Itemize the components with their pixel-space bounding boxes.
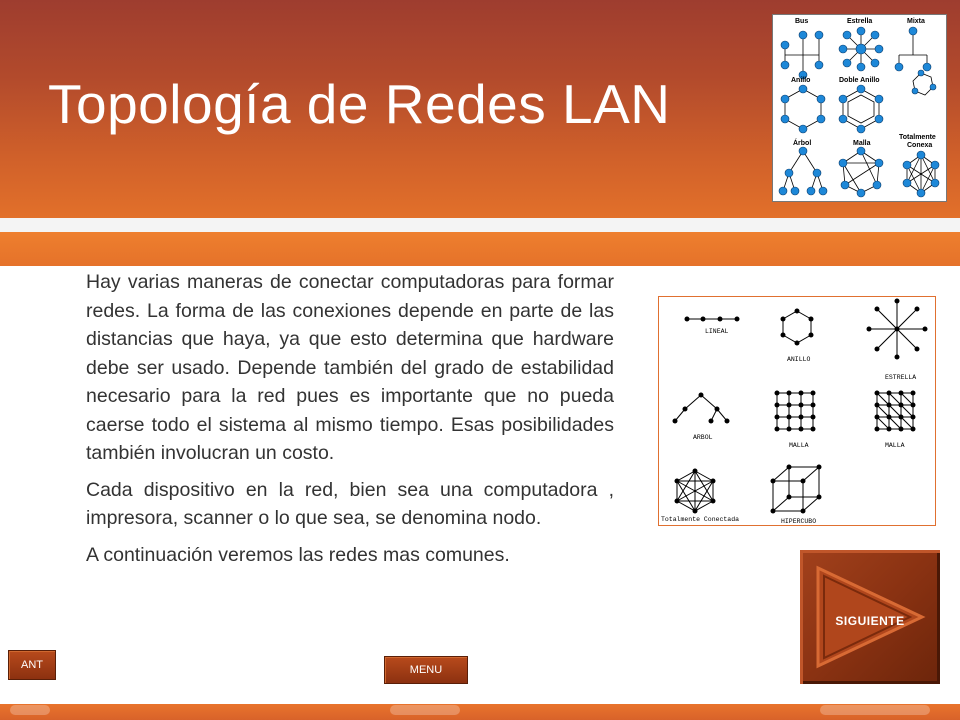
slide-title: Topología de Redes LAN: [48, 73, 671, 135]
footer-highlight: [820, 705, 930, 715]
diagram-label-hipercubo: HIPERCUBO: [781, 518, 817, 525]
diagram-label-anillo: ANILLO: [787, 356, 811, 363]
diagram-label-malla-1: MALLA: [789, 442, 809, 449]
thumb-label-conexa: Conexa: [907, 142, 933, 149]
accent-band: [0, 232, 960, 266]
topology-thumbnail: [772, 14, 947, 202]
footer-highlight: [10, 705, 50, 715]
footer-bar: [0, 704, 960, 720]
diagram-label-totalmente: Totalmente Conectada: [661, 516, 740, 523]
menu-button[interactable]: MENU: [384, 656, 468, 684]
diagram-label-arbol: ARBOL: [693, 434, 713, 441]
thumb-label-mixta: Mixta: [907, 18, 925, 25]
thumb-label-doble-anillo: Doble Anillo: [839, 77, 880, 84]
thumb-label-malla: Malla: [853, 140, 871, 147]
paragraph-nodo: Cada dispositivo en la red, bien sea una computadora , impresora, scanner o lo que sea, se denomina nodo.: [86, 478, 614, 529]
thumb-label-bus: Bus: [795, 18, 809, 25]
footer-highlight: [390, 705, 460, 715]
thumb-label-anillo: Anillo: [791, 77, 811, 84]
paragraph-continuacion: A continuación veremos las redes mas comunes.: [86, 543, 510, 566]
next-button[interactable]: [800, 550, 940, 684]
diagram-label-estrella: ESTRELLA: [885, 374, 917, 381]
thumb-label-arbol: Árbol: [793, 140, 812, 147]
next-button-label: SIGUIENTE: [835, 614, 905, 628]
thumb-label-estrella: Estrella: [847, 18, 873, 25]
topology-diagram: [658, 296, 936, 526]
header-gap: [0, 218, 960, 232]
slide-body: [86, 268, 614, 577]
diagram-label-lineal: LINEAL: [705, 328, 729, 335]
previous-button[interactable]: ANT: [8, 650, 56, 680]
diagram-label-malla-2: MALLA: [885, 442, 905, 449]
paragraph-intro: Hay varias maneras de conectar computadoras para formar redes. La forma de las conexiones depende en parte de las distancias que haya, ya que esto determina que hardware debe ser usado. Depende también del grado de estabilidad necesario para la red pues es importante que no pueda caerse todo el sistema al mismo tiempo. Esas posibilidades también involucran un costo.: [86, 271, 614, 464]
thumb-label-totalmente: Totalmente: [899, 134, 936, 141]
